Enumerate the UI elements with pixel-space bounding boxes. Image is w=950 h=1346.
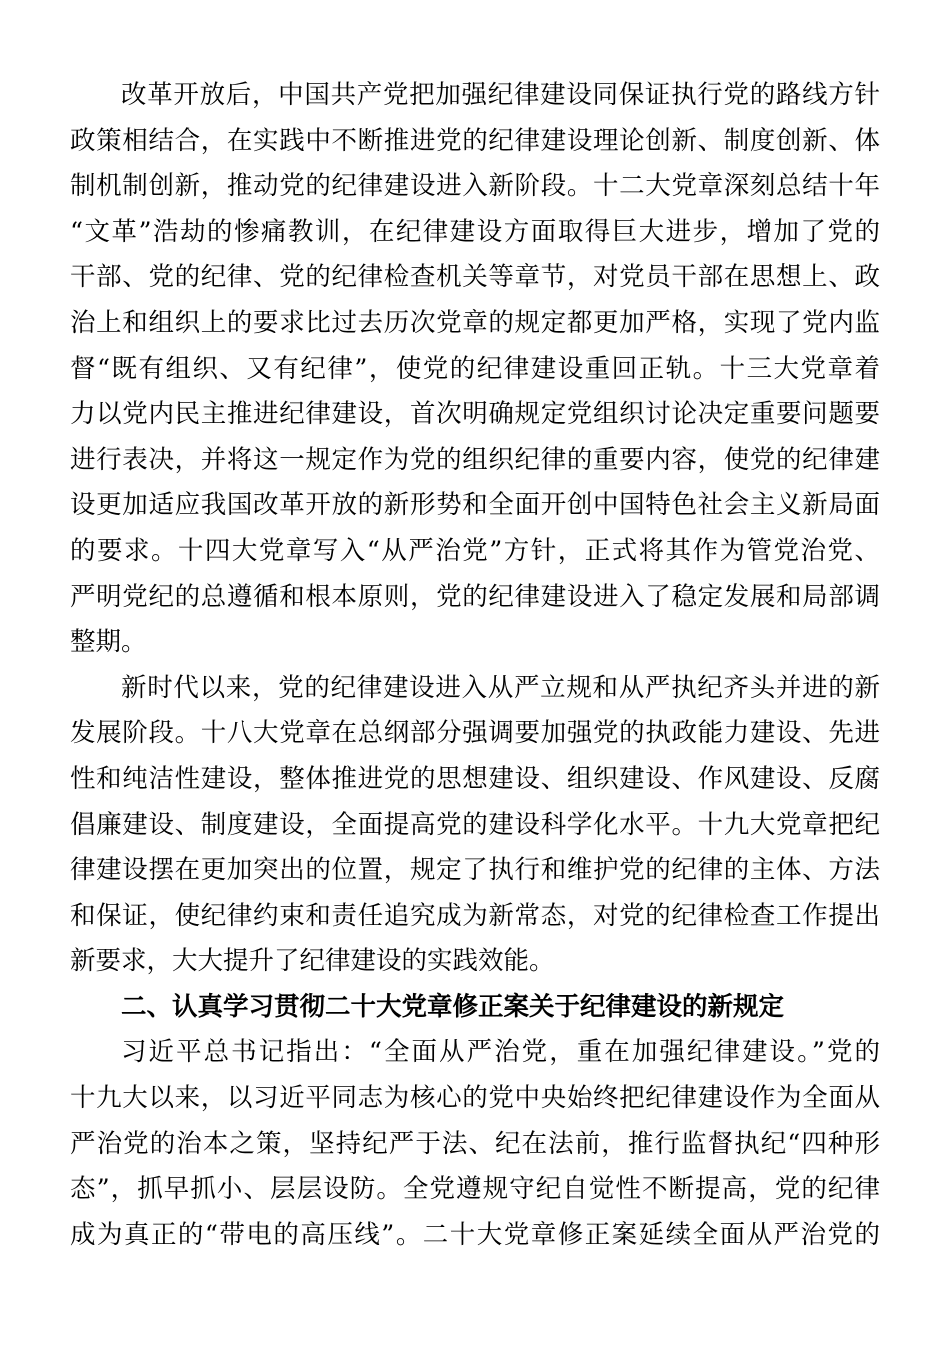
text-line: “文革”浩劫的惨痛教训，在纪律建设方面取得巨大进步，增加了党的	[70, 216, 880, 247]
text-line: 发展阶段。十八大党章在总纲部分强调要加强党的执政能力建设、先进	[70, 718, 880, 749]
text-line: 习近平总书记指出：“全面从严治党，重在加强纪律建设。”党的	[121, 1037, 880, 1068]
text-line: 干部、党的纪律、党的纪律检查机关等章节，对党员干部在思想上、政	[70, 262, 880, 293]
text-line: 律建设摆在更加突出的位置，规定了执行和维护党的纪律的主体、方法	[70, 855, 880, 886]
text-line: 力以党内民主推进纪律建设，首次明确规定党组织讨论决定重要问题要	[70, 399, 880, 430]
text-line: 严明党纪的总遵循和根本原则，党的纪律建设进入了稳定发展和局部调	[70, 581, 880, 612]
text-line: 治上和组织上的要求比过去历次党章的规定都更加严格，实现了党内监	[70, 307, 880, 338]
text-line: 改革开放后，中国共产党把加强纪律建设同保证执行党的路线方针	[121, 80, 880, 110]
text-line: 新时代以来，党的纪律建设进入从严立规和从严执纪齐头并进的新	[121, 672, 880, 703]
text-line: 政策相结合，在实践中不断推进党的纪律建设理论创新、制度创新、体	[70, 125, 880, 156]
text-line: 新要求，大大提升了纪律建设的实践效能。	[70, 946, 555, 977]
text-line: 整期。	[70, 627, 147, 658]
text-line: 的要求。十四大党章写入“从严治党”方针，正式将其作为管党治党、	[70, 535, 880, 566]
section-heading: 二、认真学习贯彻二十大党章修正案关于纪律建设的新规定	[121, 991, 785, 1022]
text-line: 性和纯洁性建设，整体推进党的思想建设、组织建设、作风建设、反腐	[70, 763, 880, 794]
text-line: 态”，抓早抓小、层层设防。全党遵规守纪自觉性不断提高，党的纪律	[70, 1174, 880, 1205]
text-line: 倡廉建设、制度建设，全面提高党的建设科学化水平。十九大党章把纪	[70, 809, 880, 840]
text-line: 和保证，使纪律约束和责任追究成为新常态，对党的纪律检查工作提出	[70, 900, 880, 931]
text-line: 督“既有组织、又有纪律”，使党的纪律建设重回正轨。十三大党章着	[70, 353, 880, 384]
text-line: 严治党的治本之策，坚持纪严于法、纪在法前，推行监督执纪“四种形	[70, 1128, 880, 1159]
text-line: 成为真正的“带电的高压线”。二十大党章修正案延续全面从严治党的	[70, 1219, 880, 1250]
text-line: 十九大以来，以习近平同志为核心的党中央始终把纪律建设作为全面从	[70, 1083, 880, 1114]
text-line: 进行表决，并将这一规定作为党的组织纪律的重要内容，使党的纪律建	[70, 444, 880, 475]
text-line: 设更加适应我国改革开放的新形势和全面开创中国特色社会主义新局面	[70, 490, 880, 521]
text-line: 制机制创新，推动党的纪律建设进入新阶段。十二大党章深刻总结十年	[70, 171, 880, 202]
